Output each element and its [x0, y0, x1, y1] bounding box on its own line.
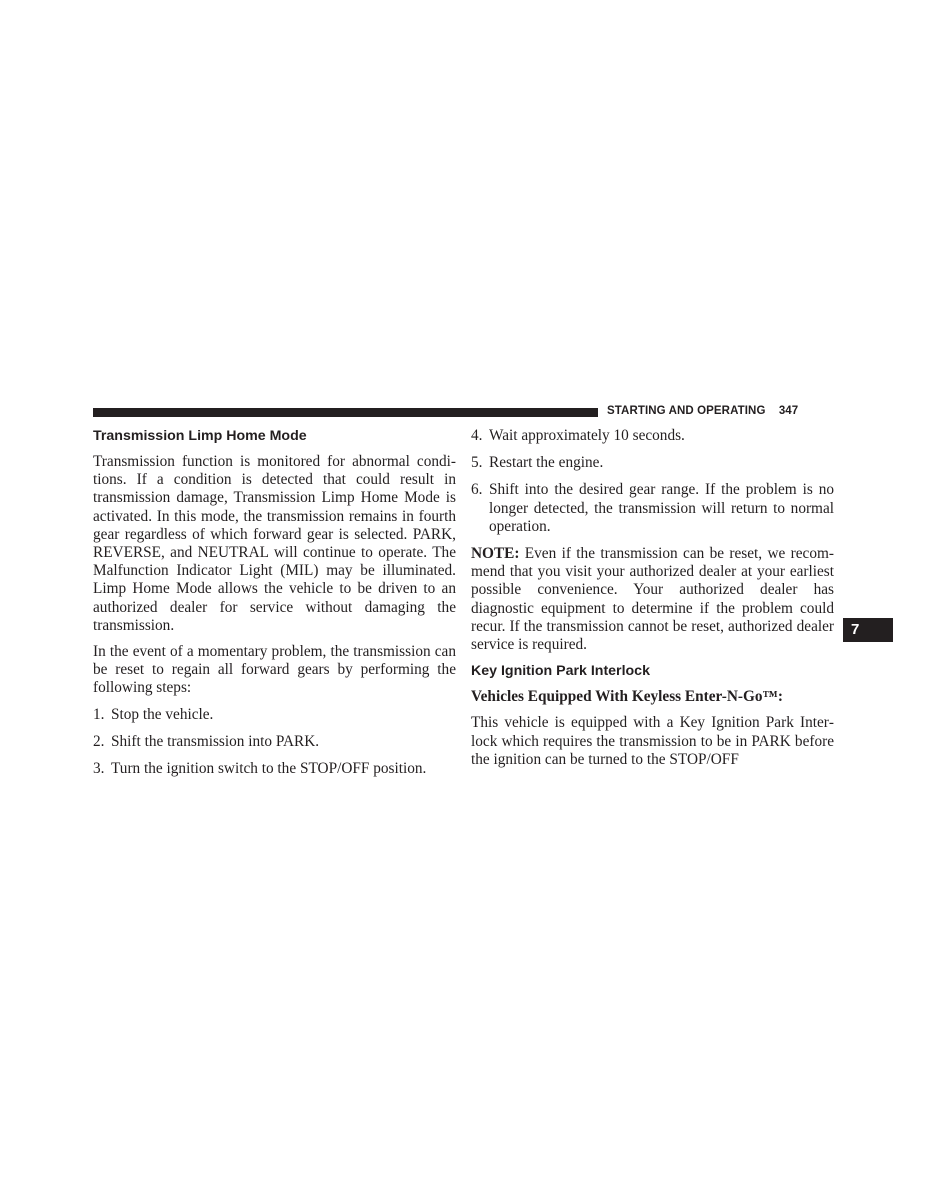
paragraph: This vehicle is equipped with a Key Ignition Park Interlock which requires the transmission to be in PARK before the ignition can be turned to the STOP/OFF: [471, 714, 834, 768]
step-item: [471, 454, 834, 472]
left-column: [93, 427, 456, 787]
note-paragraph: [471, 545, 834, 654]
header-rule: [93, 408, 598, 417]
note-label: NOTE:: [471, 545, 520, 563]
step-text: Shift into the desired gear range. If the problem is no longer detected, the transmission will return to normal operation.: [489, 481, 834, 535]
page-number: 347: [778, 405, 799, 417]
paragraph: Transmission function is monitored for abnormal conditions. If a condition is detected that could result in transmission damage, Transmission Limp Home Mode is activated. In this mode, the transmission remains in fourth gear regardless of which forward gear is selected. PARK, REVERSE, and NEUTRAL will continue to operate. The Malfunction Indicator Light (MIL) may be illuminated. Limp Home Mode allows the vehicle to be driven to an authorized dealer for service without damaging the transmission.: [93, 453, 456, 634]
step-text: Stop the vehicle.: [111, 705, 214, 723]
step-item: [93, 760, 456, 778]
step-number: 3.: [93, 760, 105, 778]
step-number: 4.: [471, 427, 483, 444]
running-header: [607, 405, 798, 417]
section-heading-park-interlock: Key Ignition Park Interlock: [471, 663, 650, 680]
step-item: [93, 706, 456, 724]
step-item: [471, 481, 834, 536]
step-text: Turn the ignition switch to the STOP/OFF position.: [111, 760, 427, 778]
step-number: 6.: [471, 481, 483, 499]
note-text: Even if the transmission can be reset, we recommend that you visit your authorized dealer at your earliest possible convenience. Your authorized dealer has diagnostic equipment to determine if the problem could recur. If the transmission cannot be reset, authorized dealer service is required.: [471, 545, 834, 654]
step-text: Restart the engine.: [489, 454, 604, 472]
section-title: STARTING AND OPERATING: [607, 405, 766, 417]
section-heading-limp-home: Transmission Limp Home Mode: [93, 428, 307, 444]
step-text: Shift the transmission into PARK.: [111, 732, 320, 750]
step-number: 2.: [93, 732, 105, 750]
step-item: [471, 427, 834, 445]
chapter-tab: 7: [843, 618, 893, 642]
right-column: [471, 427, 834, 777]
step-text: Wait approximately 10 seconds.: [489, 427, 685, 444]
step-item: [93, 733, 456, 751]
step-number: 5.: [471, 454, 483, 472]
step-number: 1.: [93, 705, 105, 723]
subheading: Vehicles Equipped With Keyless Enter-N-Go™:: [471, 688, 783, 706]
paragraph: In the event of a momentary problem, the transmission can be reset to regain all forward gears by performing the following steps:: [93, 643, 456, 697]
